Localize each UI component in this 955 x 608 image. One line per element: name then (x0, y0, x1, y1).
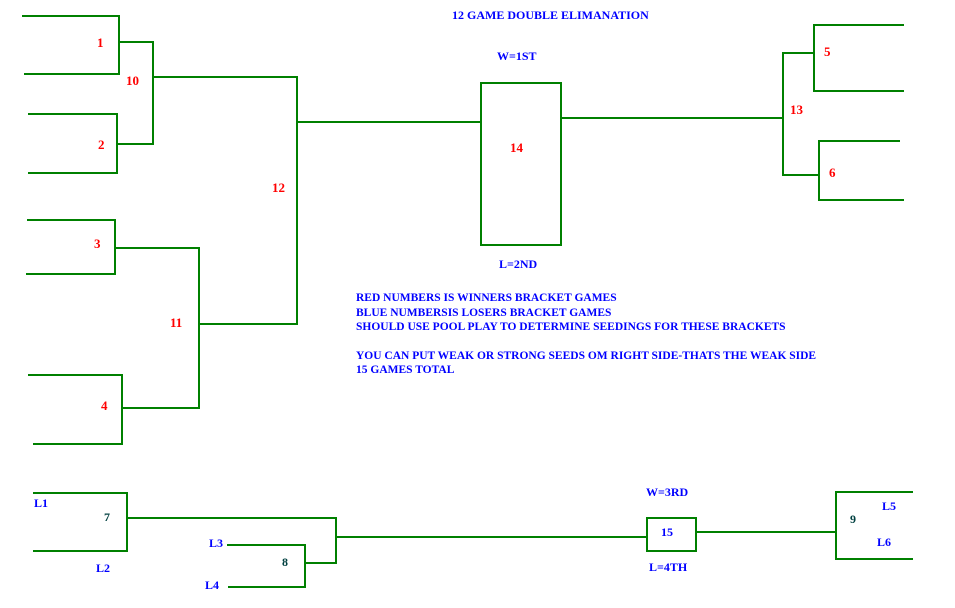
bracket-line (24, 73, 119, 75)
third-place-winner-label: W=3RD (646, 485, 689, 499)
losers-slot-l3-label: L3 (209, 536, 224, 550)
winners-game-5-number: 5 (824, 44, 831, 59)
bracket-line (228, 586, 304, 588)
bracket-line (116, 247, 200, 249)
bracket-line (835, 491, 837, 560)
bracket-line (120, 41, 154, 43)
bracket-line (813, 24, 815, 92)
bracket-line (304, 544, 306, 588)
winners-game-13-number: 13 (790, 102, 803, 117)
third-place-loser-label: L=4TH (649, 560, 688, 574)
bracket-line (697, 531, 836, 533)
bracket-line (198, 247, 200, 409)
diagram-title: 12 GAME DOUBLE ELIMANATION (452, 8, 649, 22)
bracket-line (121, 374, 123, 445)
bracket-line (837, 491, 913, 493)
losers-slot-l1-label: L1 (34, 496, 49, 510)
winners-game-4-number: 4 (101, 398, 108, 413)
finals-game-box (480, 82, 562, 246)
bracket-line (27, 219, 116, 221)
winners-game-11-number: 11 (170, 315, 183, 330)
losers-game-15-number: 15 (661, 525, 673, 539)
finals-loser-label: L=2ND (499, 257, 538, 271)
winners-game-2-number: 2 (98, 137, 105, 152)
bracket-line (818, 140, 820, 201)
bracket-line (33, 443, 123, 445)
bracket-line (154, 76, 297, 78)
losers-slot-l2-label: L2 (96, 561, 111, 575)
bracket-line (200, 323, 296, 325)
note-line: YOU CAN PUT WEAK OR STRONG SEEDS OM RIGHT SIDE-THATS THE WEAK SIDE (356, 349, 817, 362)
bracket-line (815, 24, 904, 26)
bracket-line (815, 90, 904, 92)
bracket-line (28, 172, 118, 174)
note-line: RED NUMBERS IS WINNERS BRACKET GAMES (356, 292, 617, 304)
bracket-line (152, 41, 154, 145)
bracket-line (837, 558, 913, 560)
bracket-line (784, 52, 814, 54)
winners-game-10-number: 10 (126, 73, 139, 88)
finals-game-14-number: 14 (510, 140, 523, 155)
bracket-line (128, 517, 336, 519)
bracket-line (782, 52, 784, 176)
bracket-line (33, 492, 127, 494)
finals-winner-label: W=1ST (497, 49, 537, 63)
note-line: BLUE NUMBERSIS LOSERS BRACKET GAMES (356, 306, 612, 319)
winners-game-12-number: 12 (272, 180, 285, 195)
bracket-line (118, 143, 153, 145)
bracket-line (562, 117, 783, 119)
bracket-line (784, 174, 819, 176)
losers-slot-l5-label: L5 (882, 499, 897, 513)
bracket-line (118, 15, 120, 75)
losers-game-8-number: 8 (282, 555, 288, 569)
bracket-line (820, 199, 904, 201)
winners-game-1-number: 1 (97, 35, 104, 50)
losers-game-9-number: 9 (850, 512, 856, 526)
notes-block (356, 291, 816, 378)
note-line: SHOULD USE POOL PLAY TO DETERMINE SEEDINGS FOR THESE BRACKETS (356, 321, 786, 333)
bracket-line (306, 562, 336, 564)
bracket-line (337, 536, 646, 538)
bracket-line (33, 550, 126, 552)
bracket-line (227, 544, 305, 546)
winners-game-3-number: 3 (94, 236, 101, 251)
losers-slot-l4-label: L4 (205, 578, 220, 592)
bracket-line (28, 113, 118, 115)
bracket-line (28, 374, 123, 376)
losers-game-7-number: 7 (104, 510, 110, 524)
winners-game-6-number: 6 (829, 165, 836, 180)
bracket-line (26, 273, 116, 275)
bracket-line (123, 407, 199, 409)
losers-slot-l6-label: L6 (877, 535, 892, 549)
bracket-line (296, 76, 298, 325)
bracket-line (820, 140, 900, 142)
bracket-line (335, 517, 337, 564)
bracket-line (126, 492, 128, 552)
bracket-line (298, 121, 480, 123)
bracket-line (22, 15, 119, 17)
note-line: 15 GAMES TOTAL (356, 364, 455, 376)
